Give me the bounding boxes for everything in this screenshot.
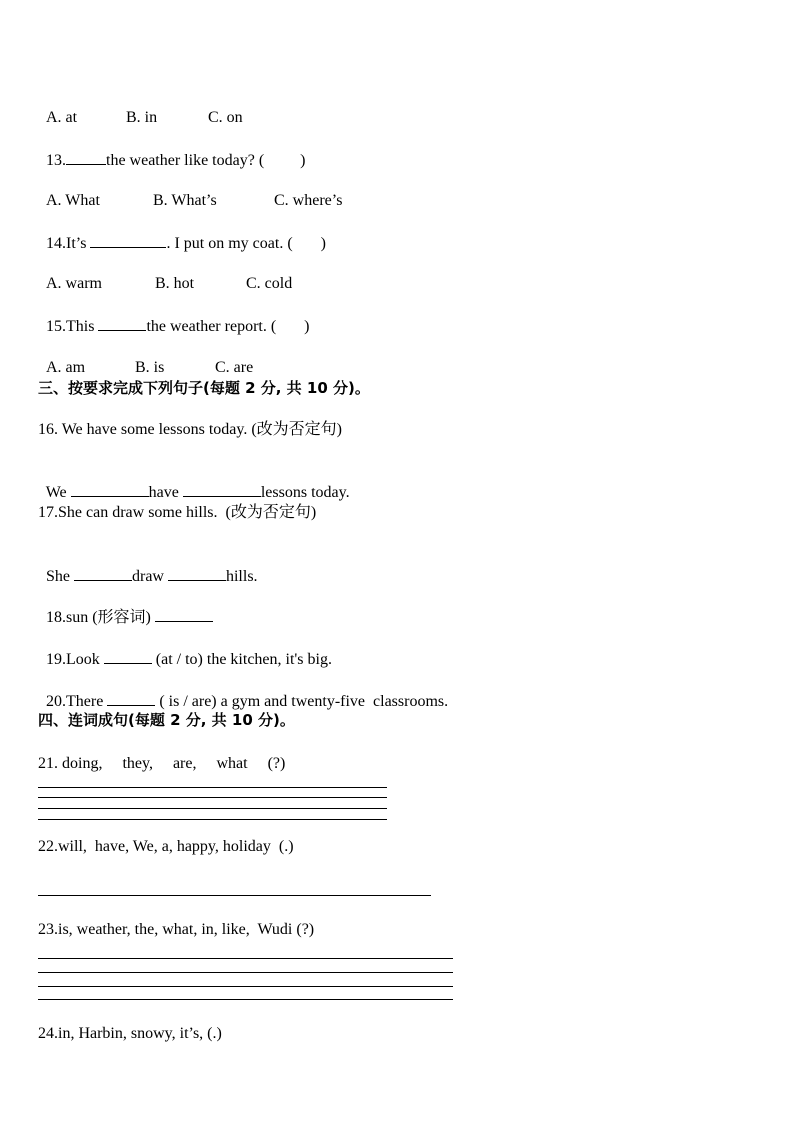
section-4-heading: 四、连词成句(每题 2 分, 共 10 分)。 — [38, 711, 295, 729]
q16-answer-word-2: have — [148, 484, 179, 501]
q23-writing-line-3[interactable] — [38, 986, 453, 987]
q16-blank-1[interactable] — [71, 482, 149, 497]
q24-question: 24.in, Harbin, snowy, it’s, (.) — [38, 1025, 222, 1042]
q14-number: 14.It’s — [46, 235, 87, 252]
q17-answer-word-3: hills. — [225, 568, 258, 585]
q19-question — [38, 629, 332, 670]
q19-text-2: (at / to) the kitchen, it's big. — [155, 651, 332, 668]
q15-question — [38, 296, 310, 337]
q13-option-a[interactable]: A. What — [46, 192, 100, 209]
q21-writing-line-3[interactable] — [38, 808, 387, 809]
q13-option-b[interactable]: B. What’s — [153, 192, 217, 209]
q15-option-b[interactable]: B. is — [135, 359, 165, 376]
q13-options — [38, 171, 342, 211]
q12-options — [38, 88, 243, 128]
q20-text-1: 20.There — [46, 693, 104, 710]
q16-answer-word-3: lessons today. — [260, 484, 350, 501]
q14-options — [38, 254, 292, 294]
section-3-heading: 三、按要求完成下列句子(每题 2 分, 共 10 分)。 — [38, 379, 370, 397]
q17-blank-1[interactable] — [74, 566, 132, 581]
q13-text: the weather like today? ( — [106, 152, 265, 169]
q17-answer-word-2: draw — [132, 568, 164, 585]
q13-number: 13. — [46, 152, 66, 169]
q16-answer — [38, 462, 350, 503]
q20-blank[interactable] — [107, 691, 155, 706]
q13-close-paren: ) — [300, 152, 306, 169]
q15-number: 15.This — [46, 318, 95, 335]
q13-blank[interactable] — [66, 150, 106, 165]
q17-answer-word-1: She — [46, 568, 70, 585]
q14-close-paren: ) — [320, 235, 326, 252]
q22-question: 22.will, have, We, a, happy, holiday (.) — [38, 838, 294, 855]
q15-blank[interactable] — [98, 316, 146, 331]
q21-writing-line-4[interactable] — [38, 819, 387, 820]
q15-option-a[interactable]: A. am — [46, 359, 86, 376]
q16-answer-word-1: We — [45, 484, 67, 501]
q17-question: 17.She can draw some hills. (改为否定句) — [38, 504, 317, 521]
q14-blank[interactable] — [90, 233, 166, 248]
q23-writing-line-4[interactable] — [38, 999, 453, 1000]
q15-close-paren: ) — [304, 318, 310, 335]
q18-text: 18.sun (形容词) — [46, 609, 151, 626]
q23-writing-line-1[interactable] — [38, 958, 453, 959]
q23-question: 23.is, weather, the, what, in, like, Wudi (?) — [38, 921, 315, 938]
q17-blank-2[interactable] — [168, 566, 226, 581]
q15-options — [38, 338, 253, 378]
q14-text: . I put on my coat. ( — [166, 235, 293, 252]
q14-option-a[interactable]: A. warm — [46, 275, 102, 292]
q14-option-c[interactable]: C. cold — [246, 275, 293, 292]
q18-blank[interactable] — [155, 607, 213, 622]
q21-question: 21. doing, they, are, what (?) — [38, 755, 286, 772]
q20-question — [38, 671, 448, 712]
q16-question: 16. We have some lessons today. (改为否定句) — [38, 421, 343, 438]
q14-option-b[interactable]: B. hot — [155, 275, 195, 292]
q13-question — [38, 130, 305, 171]
q16-blank-2[interactable] — [183, 482, 261, 497]
q20-text-2: ( is / are) a gym and twenty-five classrooms. — [159, 693, 449, 710]
q14-question — [38, 213, 326, 254]
q19-blank[interactable] — [104, 649, 152, 664]
q12-option-b[interactable]: B. in — [126, 109, 158, 126]
q23-writing-line-2[interactable] — [38, 972, 453, 973]
q12-option-c[interactable]: C. on — [208, 109, 243, 126]
q15-text: the weather report. ( — [146, 318, 277, 335]
q21-writing-line-1[interactable] — [38, 787, 387, 788]
q18-question — [38, 587, 213, 628]
q21-writing-line-2[interactable] — [38, 797, 387, 798]
q19-text-1: 19.Look — [46, 651, 100, 668]
q12-option-a[interactable]: A. at — [46, 109, 78, 126]
q22-writing-line[interactable] — [38, 895, 431, 896]
q15-option-c[interactable]: C. are — [215, 359, 254, 376]
q13-option-c[interactable]: C. where’s — [274, 192, 343, 209]
q17-answer — [38, 546, 258, 587]
